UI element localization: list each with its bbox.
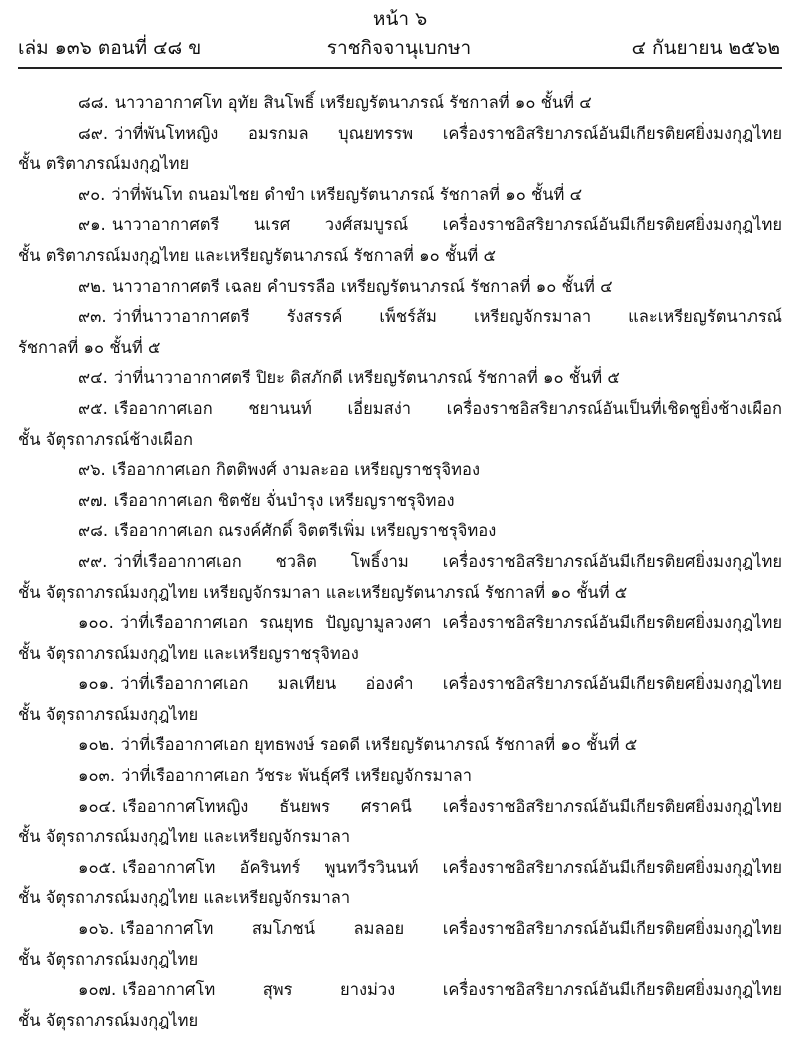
header-divider — [18, 67, 782, 69]
entry-first-line — [18, 547, 782, 578]
entry-number: ๙๑. — [78, 215, 106, 235]
entry-continuation: ชั้น จัตุรถาภรณ์มงกุฎไทย — [18, 949, 199, 969]
list-item — [18, 792, 782, 853]
entry-first-line — [18, 608, 782, 639]
entry-text: ว่าที่เรืออากาศเอก มลเทียน อ่องคำ เครื่องราชอิสริยาภรณ์อันมีเกียรติยศยิ่งมงกุฎไทย — [120, 674, 782, 694]
entry-continuation: ชั้น จัตุรถาภรณ์มงกุฎไทย และเหรียญจักรมาลา — [18, 888, 351, 908]
entry-text: ว่าที่พันโท ถนอมไชย ดำขำ เหรียญรัตนาภรณ์ รัชกาลที่ ๑๐ ชั้นที่ ๔ — [111, 184, 583, 204]
entry-number: ๙๕. — [78, 398, 108, 418]
entry-text: เรืออากาศเอก ณรงค์ศักดิ์ จิตตรีเพิ่ม เหรียญราชรุจิทอง — [114, 521, 497, 541]
list-item — [18, 608, 782, 669]
entry-continuation: รัชกาลที่ ๑๐ ชั้นที่ ๕ — [18, 337, 161, 357]
entry-number: ๙๙. — [78, 551, 108, 571]
page-header — [18, 34, 780, 62]
entry-text: ว่าที่เรืออากาศเอก ยุทธพงษ์ รอดดี เหรียญรัตนาภรณ์ รัชกาลที่ ๑๐ ชั้นที่ ๕ — [120, 735, 638, 755]
list-item — [18, 302, 782, 363]
entry-text: เรืออากาศเอก กิตติพงศ์ งามละออ เหรียญราชรุจิทอง — [111, 460, 481, 480]
entry-first-line — [18, 486, 782, 517]
entry-first-line — [18, 669, 782, 700]
entry-first-line — [18, 394, 782, 425]
publication-date: ๔ กันยายน ๒๕๖๒ — [631, 37, 780, 59]
entry-first-line — [18, 272, 782, 303]
entry-first-line — [18, 761, 782, 792]
entry-number: ๑๐๖. — [78, 919, 115, 939]
entry-first-line — [18, 180, 782, 211]
entry-number: ๙๐. — [78, 184, 106, 204]
entry-number: ๑๐๗. — [78, 980, 117, 1000]
entry-number: ๘๙. — [78, 123, 109, 143]
list-item — [18, 730, 782, 761]
list-item — [18, 547, 782, 608]
page-number: หน้า ๖ — [372, 8, 428, 30]
list-item — [18, 119, 782, 180]
entry-first-line — [18, 914, 782, 945]
list-item — [18, 516, 782, 547]
entry-text: ว่าที่นาวาอากาศตรี รังสรรค์ เพ็ชร์ส้ม เหรียญจักรมาลา และเหรียญรัตนาภรณ์ — [112, 307, 782, 327]
entry-text: ว่าที่เรืออากาศเอก ชวลิต โพธิ์งาม เครื่องราชอิสริยาภรณ์อันมีเกียรติยศยิ่งมงกุฎไทย — [113, 551, 782, 571]
list-item — [18, 761, 782, 792]
list-item — [18, 272, 782, 303]
list-item — [18, 394, 782, 455]
entry-number: ๙๓. — [78, 307, 107, 327]
entry-continuation: ชั้น ตริตาภรณ์มงกุฎไทย และเหรียญรัตนาภรณ์ รัชกาลที่ ๑๐ ชั้นที่ ๕ — [18, 245, 496, 265]
list-item — [18, 88, 782, 119]
list-item — [18, 363, 782, 394]
entry-number: ๘๘. — [78, 93, 109, 112]
list-item — [18, 486, 782, 517]
entry-continuation: ชั้น จัตุรถาภรณ์มงกุฎไทย และเหรียญจักรมาลา — [18, 827, 351, 847]
entry-text: ว่าที่นาวาอากาศตรี ปิยะ ดิสภักดี เหรียญรัตนาภรณ์ รัชกาลที่ ๑๐ ชั้นที่ ๕ — [113, 368, 620, 388]
entry-continuation: ชั้น ตริตาภรณ์มงกุฎไทย — [18, 154, 190, 174]
entry-first-line — [18, 210, 782, 241]
list-item — [18, 914, 782, 975]
entry-number: ๙๘. — [78, 521, 109, 541]
list-item — [18, 853, 782, 914]
entry-continuation: ชั้น จัตุรถาภรณ์มงกุฎไทย — [18, 1010, 199, 1030]
entry-text: นาวาอากาศตรี เฉลย คำบรรลือ เหรียญรัตนาภรณ์ รัชกาลที่ ๑๐ ชั้นที่ ๔ — [112, 276, 613, 296]
entry-continuation: ชั้น จัตุรถาภรณ์ช้างเผือก — [18, 429, 193, 449]
entry-number: ๑๐๓. — [78, 766, 116, 786]
entry-text: เรืออากาศโทหญิง ธันยพร ศราคนี เครื่องราชอิสริยาภรณ์อันมีเกียรติยศยิ่งมงกุฎไทย — [122, 796, 782, 816]
entry-first-line — [18, 853, 782, 884]
entry-text: เรืออากาศโท สมโภชน์ ลมลอย เครื่องราชอิสริยาภรณ์อันมีเกียรติยศยิ่งมงกุฎไทย — [120, 919, 782, 939]
award-list — [18, 88, 782, 1036]
entry-first-line — [18, 363, 782, 394]
entry-text: ว่าที่เรืออากาศเอก รณยุทธ ปัญญามูลวงศา เครื่องราชอิสริยาภรณ์อันมีเกียรติยศยิ่งมงกุฎไทย — [119, 613, 782, 633]
entry-first-line — [18, 730, 782, 761]
list-item — [18, 669, 782, 730]
entry-first-line — [18, 302, 782, 333]
entry-first-line — [18, 792, 782, 823]
entry-first-line — [18, 455, 782, 486]
entry-number: ๑๐๑. — [78, 674, 115, 694]
entry-text: เรืออากาศเอก ชยานนท์ เอี่ยมสง่า เครื่องราชอิสริยาภรณ์อันเป็นที่เชิดชูยิ่งช้างเผือก — [113, 398, 782, 418]
list-item — [18, 455, 782, 486]
entry-number: ๑๐๐. — [78, 613, 114, 633]
entry-number: ๑๐๒. — [78, 735, 115, 755]
entry-first-line — [18, 88, 782, 119]
entry-continuation: ชั้น จัตุรถาภรณ์มงกุฎไทย เหรียญจักรมาลา และเหรียญรัตนาภรณ์ รัชกาลที่ ๑๐ ชั้นที่ ๕ — [18, 582, 628, 602]
entry-number: ๙๖. — [78, 460, 106, 480]
entry-first-line — [18, 516, 782, 547]
volume-issue: เล่ม ๑๓๖ ตอนที่ ๔๘ ข — [18, 37, 202, 59]
list-item — [18, 180, 782, 211]
entry-number: ๑๐๕. — [78, 857, 117, 877]
entry-text: ว่าที่พันโทหญิง อมรกมล บุณยทรรพ เครื่องราชอิสริยาภรณ์อันมีเกียรติยศยิ่งมงกุฎไทย — [114, 123, 782, 143]
gazette-title: ราชกิจจานุเบกษา — [326, 37, 472, 59]
entry-text: เรืออากาศโท สุพร ยางม่วง เครื่องราชอิสริยาภรณ์อันมีเกียรติยศยิ่งมงกุฎไทย — [122, 980, 782, 1000]
entry-text: ว่าที่เรืออากาศเอก วัชระ พันธุ์ศรี เหรียญจักรมาลา — [121, 766, 472, 786]
entry-first-line — [18, 119, 782, 150]
list-item — [18, 210, 782, 271]
entry-first-line — [18, 975, 782, 1006]
entry-text: เรืออากาศโท อัครินทร์ พูนทวีรวินนท์ เครื่องราชอิสริยาภรณ์อันมีเกียรติยศยิ่งมงกุฎไทย — [122, 857, 782, 877]
entry-continuation: ชั้น จัตุรถาภรณ์มงกุฎไทย — [18, 704, 199, 724]
entry-text: เรืออากาศเอก ชิตชัย จั่นบำรุง เหรียญราชรุจิทอง — [113, 490, 455, 510]
entry-number: ๙๒. — [78, 276, 107, 296]
entry-continuation: ชั้น จัตุรถาภรณ์มงกุฎไทย และเหรียญราชรุจิทอง — [18, 643, 359, 663]
entry-number: ๙๔. — [78, 368, 108, 388]
entry-text: นาวาอากาศโท อุทัย สินโพธิ์ เหรียญรัตนาภรณ์ รัชกาลที่ ๑๐ ชั้นที่ ๔ — [114, 93, 592, 112]
entry-number: ๙๗. — [78, 490, 108, 510]
entry-number: ๑๐๔. — [78, 796, 117, 816]
list-item — [18, 975, 782, 1036]
entry-text: นาวาอากาศตรี นเรศ วงศ์สมบูรณ์ เครื่องราชอิสริยาภรณ์อันมีเกียรติยศยิ่งมงกุฎไทย — [111, 215, 782, 235]
